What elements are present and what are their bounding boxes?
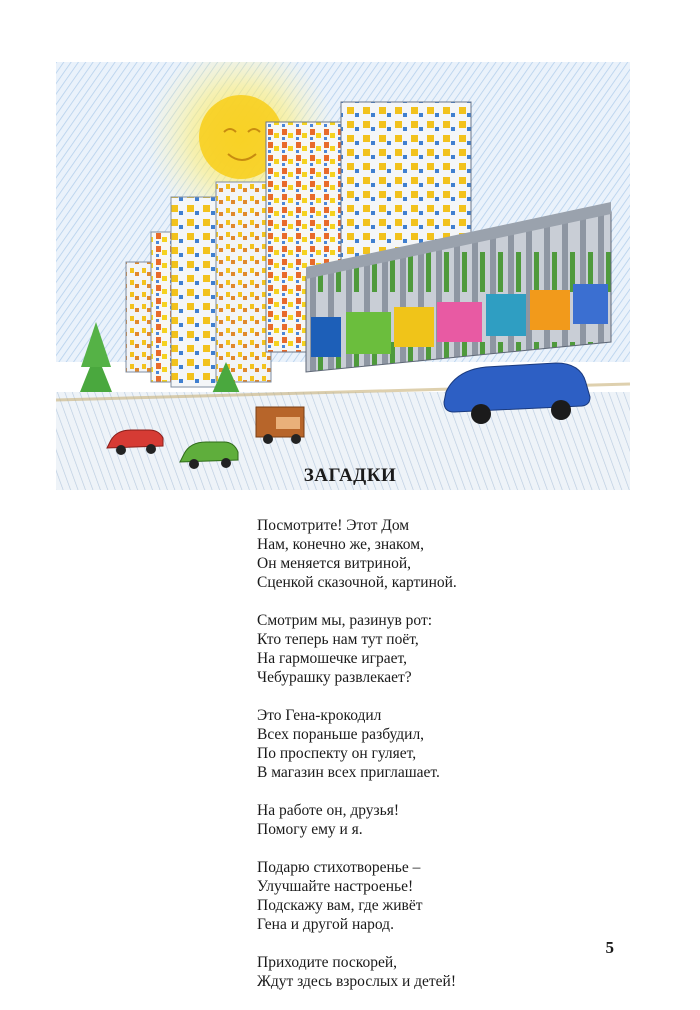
poem-line: Приходите поскорей, — [257, 954, 398, 971]
poem-line: На работе он, друзья! — [257, 802, 399, 819]
page-number: 5 — [605, 938, 614, 957]
poem-line: Помогу ему и я. — [257, 821, 363, 838]
poem-line: Подскажу вам, где живёт — [257, 897, 423, 914]
poem-line: По проспекту он гуляет, — [257, 745, 417, 762]
poem-line: Посмотрите! Этот Дом — [257, 517, 410, 534]
poem-line: Смотрим мы, разинув рот: — [257, 612, 433, 629]
city-drawing-illustration — [56, 62, 630, 490]
poem-stanza — [257, 858, 457, 934]
poem-stanza — [257, 801, 457, 839]
poem-body — [257, 516, 457, 1010]
poem-line: Улучшайте настроенье! — [257, 878, 414, 895]
poem-line: Кто теперь нам тут поёт, — [257, 631, 419, 648]
poem-line: Сценкой сказочной, картиной. — [257, 574, 457, 591]
poem-line: Он меняется витриной, — [257, 555, 412, 572]
poem-title: ЗАГАДКИ — [303, 465, 397, 486]
poem-stanza — [257, 706, 457, 782]
poem-stanza — [257, 611, 457, 687]
poem-line: На гармошечке играет, — [257, 650, 408, 667]
poem-line: В магазин всех приглашает. — [257, 764, 440, 781]
poem-line: Чебурашку развлекает? — [257, 669, 412, 686]
poem-line: Всех пораньше разбудил, — [257, 726, 425, 743]
poem-stanza — [257, 516, 457, 592]
poem-stanza — [257, 953, 457, 991]
poem-line: Это Гена-крокодил — [257, 707, 382, 724]
poem-line: Нам, конечно же, знаком, — [257, 536, 424, 553]
poem-line: Подарю стихотворенье – — [257, 859, 421, 876]
poem-line: Ждут здесь взрослых и детей! — [257, 973, 457, 990]
poem-line: Гена и другой народ. — [257, 916, 394, 933]
